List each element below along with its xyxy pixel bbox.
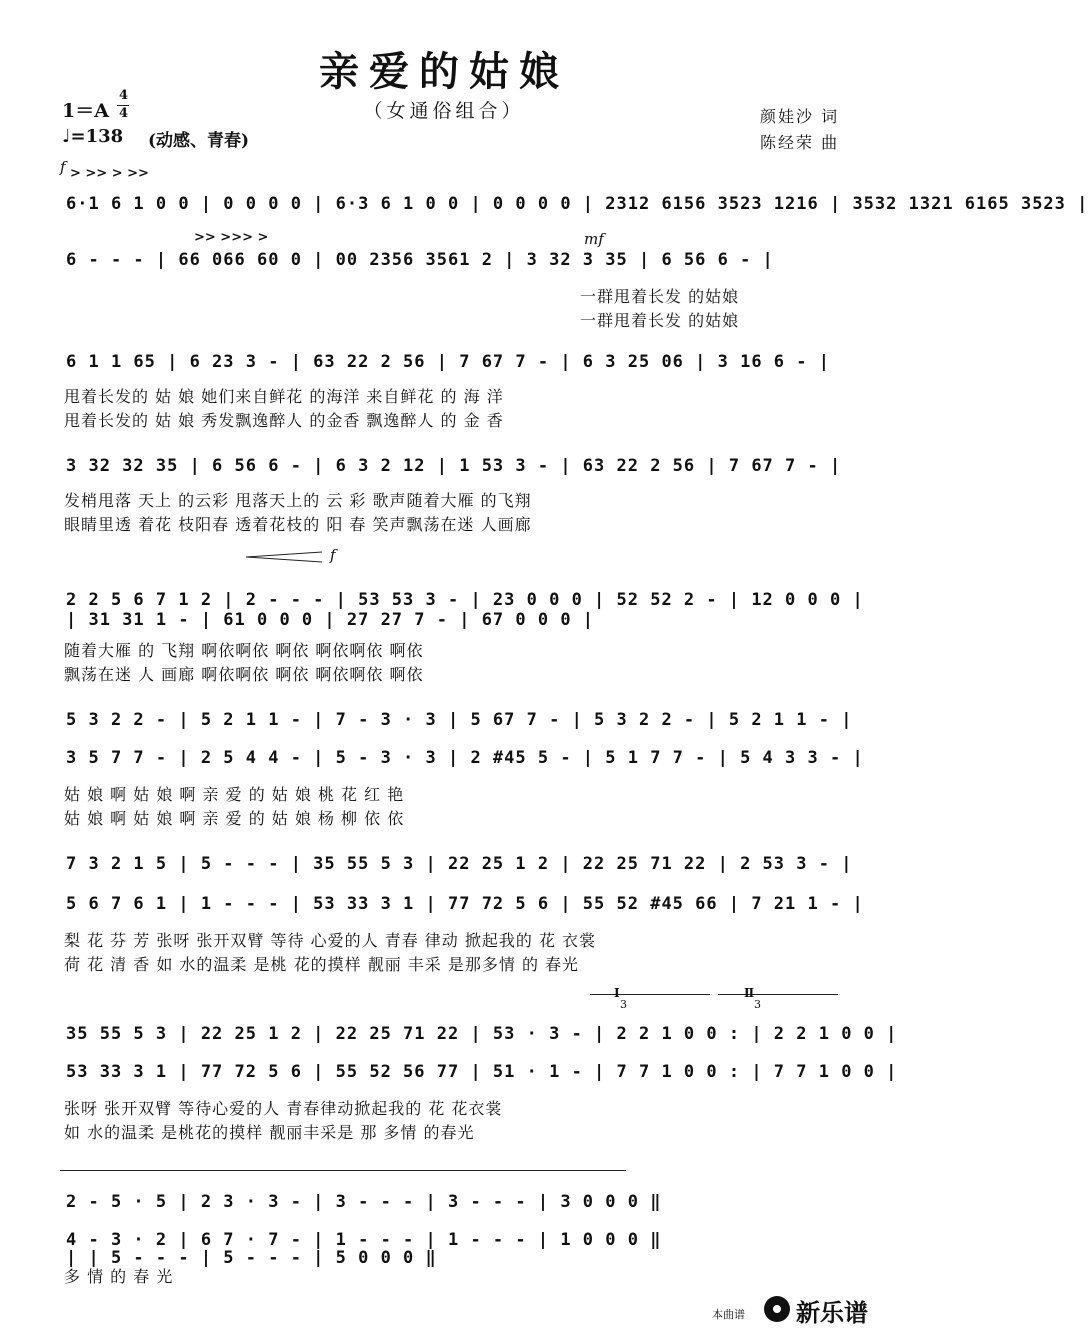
lyric-line: 甩着长发的 姑 娘 秀发飘逸醉人 的金香 飘逸醉人 的 金 香 (64, 411, 504, 430)
notation-line-lower: 4 - 3 · 2 | 6 7 · 7 - | 1 - - - | 1 - - - | 1 0 0 0 ‖ (66, 1230, 662, 1250)
notation-line: 6 - - - | 66 066 60 0 | 00 2356 3561 2 | 3 32 3 35 | 6 56 6 - | (66, 250, 774, 270)
disc-logo-icon (764, 1296, 790, 1322)
brand-logo[interactable]: 新乐谱 (796, 1299, 868, 1327)
key-signature: 1＝A (62, 100, 109, 122)
lyric-line: 飘荡在迷 人 画廊 啊依啊依 啊依 啊依啊依 啊依 (64, 665, 424, 684)
lyric-line: 张呀 张开双臂 等待心爱的人 青春律动掀起我的 花 花衣裳 (64, 1099, 503, 1118)
volta-second: Ⅱ (744, 986, 755, 1000)
tempo-marking: ♩=138 (62, 126, 124, 147)
volta-first-number: 3 (620, 998, 627, 1011)
accent-marks: >> >>> > (194, 230, 269, 245)
notation-line-lower: 3 5 7 7 - | 2 5 4 4 - | 5 - 3 · 3 | 2 #45 5 - | 5 1 7 7 - | 5 4 3 3 - | (66, 748, 864, 768)
notation-line: 35 55 5 3 | 22 25 1 2 | 22 25 71 22 | 53 · 3 - | 2 2 1 0 0 : | 2 2 1 0 0 | (66, 1024, 898, 1044)
notation-line-lower: 53 33 3 1 | 77 72 5 6 | 55 52 56 77 | 51 · 1 - | 7 7 1 0 0 : | 7 7 1 0 0 | (66, 1062, 898, 1082)
notation-line: 6 1 1 65 | 6 23 3 - | 63 22 2 56 | 7 67 7 - | 6 3 25 06 | 3 16 6 - | (66, 352, 830, 372)
footer-label: 本曲谱 (712, 1308, 745, 1321)
lyric-line: 眼睛里透 着花 枝阳春 透着花枝的 阳 春 笑声飘荡在迷 人画廊 (64, 515, 532, 534)
crescendo-hairpin (244, 550, 324, 564)
notation-line: 5 3 2 2 - | 5 2 1 1 - | 7 - 3 · 3 | 5 67 7 - | 5 3 2 2 - | 5 2 1 1 - | (66, 710, 853, 730)
lyricist-credit: 颜娃沙 词 (760, 107, 840, 126)
notation-line-lowest: | | 5 - - - | 5 - - - | 5 0 0 0 ‖ (66, 1248, 437, 1268)
lyric-line: 一群甩着长发 的姑娘 (580, 287, 740, 306)
time-signature-bottom: 4 (119, 106, 129, 121)
lyric-line: 荷 花 清 香 如 水的温柔 是桃 花的摸样 靓丽 丰采 是那多情 的 春光 (64, 955, 580, 974)
lyric-line: 随着大雁 的 飞翔 啊依啊依 啊依 啊依啊依 啊依 (64, 641, 424, 660)
notation-line: 6·1 6 1 0 0 | 0 0 0 0 | 6·3 6 1 0 0 | 0 0 0 0 | 2312 6156 3523 1216 | 3532 1321 6165 3523 | (66, 194, 1088, 214)
time-signature-top: 4 (119, 88, 129, 103)
lyric-line: 姑 娘 啊 姑 娘 啊 亲 爱 的 姑 娘 杨 柳 依 依 (64, 809, 405, 828)
lyric-line: 如 水的温柔 是桃花的摸样 靓丽丰采是 那 多情 的春光 (64, 1123, 475, 1142)
page-title: 亲爱的姑娘 (319, 48, 569, 95)
mood-marking: (动感、青春) (148, 131, 250, 151)
lyric-line: 梨 花 芬 芳 张呀 张开双臂 等待 心爱的人 青春 律动 掀起我的 花 衣裳 (64, 931, 597, 950)
lyric-line: 姑 娘 啊 姑 娘 啊 亲 爱 的 姑 娘 桃 花 红 艳 (64, 785, 405, 804)
notation-line-lower: | 31 31 1 - | 61 0 0 0 | 27 27 7 - | 67 0 0 0 | (66, 610, 595, 630)
lyric-line: 甩着长发的 姑 娘 她们来自鲜花 的海洋 来自鲜花 的 海 洋 (64, 387, 504, 406)
lyric-line: 发梢甩落 天上 的云彩 甩落天上的 云 彩 歌声随着大雁 的飞翔 (64, 491, 532, 510)
notation-line: 3 32 32 35 | 6 56 6 - | 6 3 2 12 | 1 53 3 - | 63 22 2 56 | 7 67 7 - | (66, 456, 842, 476)
dynamic-mark: mf (584, 230, 604, 248)
accent-marks: > >> > >> (70, 166, 149, 181)
notation-line-lower: 5 6 7 6 1 | 1 - - - | 53 33 3 1 | 77 72 5 6 | 55 52 #45 66 | 7 21 1 - | (66, 894, 864, 914)
volta-first: Ⅰ (614, 986, 620, 1000)
composer-credit: 陈经荣 曲 (760, 133, 840, 152)
lyric-line: 一群甩着长发 的姑娘 (580, 311, 740, 330)
notation-line: 2 - 5 · 5 | 2 3 · 3 - | 3 - - - | 3 - - - | 3 0 0 0 ‖ (66, 1192, 662, 1212)
page-subtitle: （女通俗组合） (363, 100, 525, 122)
dynamic-mark: f (330, 546, 336, 564)
lyric-line: 多 情 的 春 光 (64, 1267, 174, 1286)
notation-line: 2 2 5 6 7 1 2 | 2 - - - | 53 53 3 - | 23 0 0 0 | 52 52 2 - | 12 0 0 0 | (66, 590, 864, 610)
dynamic-mark: f (60, 158, 66, 176)
volta-second-number: 3 (754, 998, 761, 1011)
notation-line: 7 3 2 1 5 | 5 - - - | 35 55 5 3 | 22 25 1 2 | 22 25 71 22 | 2 53 3 - | (66, 854, 853, 874)
